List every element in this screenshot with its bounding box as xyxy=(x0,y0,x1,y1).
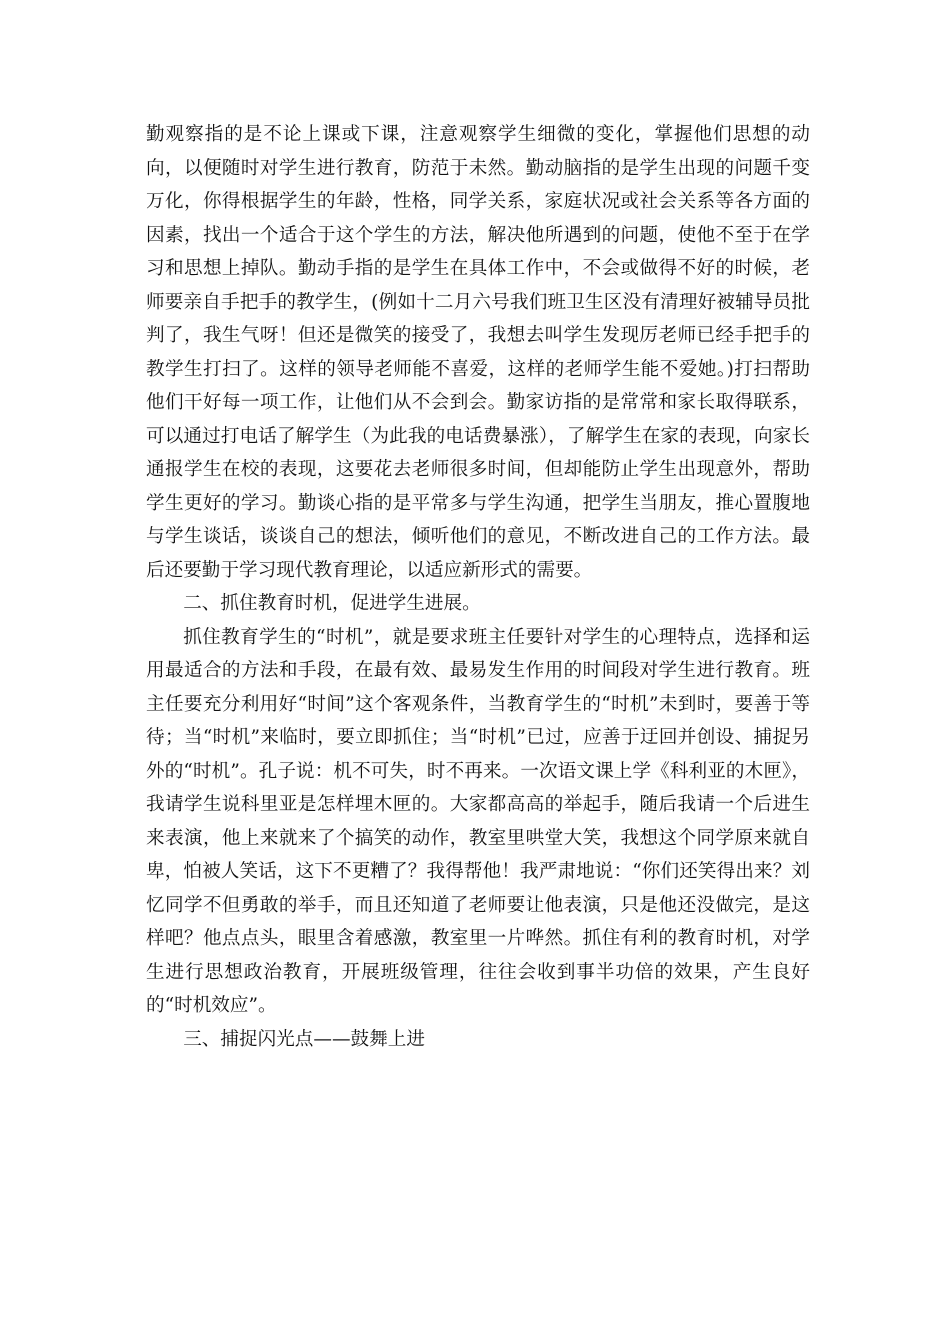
document-body xyxy=(146,118,810,1056)
paragraph-diligence-practices: 勤观察指的是不论上课或下课，注意观察学生细微的变化，掌握他们思想的动向，以便随时对学生进行教育，防范于未然。勤动脑指的是学生出现的问题千变万化，你得根据学生的年龄，性格，同学关系，家庭状况或社会关系等各方面的因素，找出一个适合于这个学生的方法，解决他所遇到的问题，使他不至于在学习和思想上掉队。勤动手指的是学生在具体工作中，不会或做得不好的时候，老师要亲自手把手的教学生，(例如十二月六号我们班卫生区没有清理好被辅导员批判了，我生气呀！但还是微笑的接受了，我想去叫学生发现厉老师已经手把手的教学生打扫了。这样的领导老师能不喜爱，这样的老师学生能不爱她。)打扫帮助他们干好每一项工作，让他们从不会到会。勤家访指的是常常和家长取得联系，可以通过打电话了解学生（为此我的电话费暴涨），了解学生在家的表现，向家长通报学生在校的表现，这要花去老师很多时间，但却能防止学生出现意外，帮助学生更好的学习。勤谈心指的是平常多与学生沟通，把学生当朋友，推心置腹地与学生谈话，谈谈自己的想法，倾听他们的意见，不断改进自己的工作方法。最后还要勤于学习现代教育理论，以适应新形式的需要。 xyxy=(146,124,810,581)
paragraph-education-timing: 抓住教育学生的“时机”，就是要求班主任要针对学生的心理特点，选择和运用最适合的方法和手段，在最有效、最易发生作用的时间段对学生进行教育。班主任要充分利用好“时间”这个客观条件，当教育学生的“时机”未到时，要善于等待；当“时机”来临时，要立即抓住；当“时机”已过，应善于迂回并创设、捕捉另外的“时机”。孔子说：机不可失，时不再来。一次语文课上学《科利亚的木匣》，我请学生说科里亚是怎样埋木匣的。大家都高高的举起手，随后我请一个后进生来表演，他上来就来了个搞笑的动作，教室里哄堂大笑，我想这个同学原来就自卑，怕被人笑话，这下不更糟了？我得帮他！我严肃地说：“你们还笑得出来？刘忆同学不但勇敢的举手，而且还知道了老师要让他表演，只是他还没做完，是这样吧？他点点头，眼里含着感激，教室里一片哗然。抓住有利的教育时机，对学生进行思想政治教育，开展班级管理，往往会收到事半功倍的效果，产生良好的“时机效应”。 xyxy=(146,626,810,1016)
section-heading-two: 二、抓住教育时机，促进学生进展。 xyxy=(183,593,481,614)
section-heading-three: 三、捕捉闪光点——鼓舞上进 xyxy=(183,1028,425,1050)
